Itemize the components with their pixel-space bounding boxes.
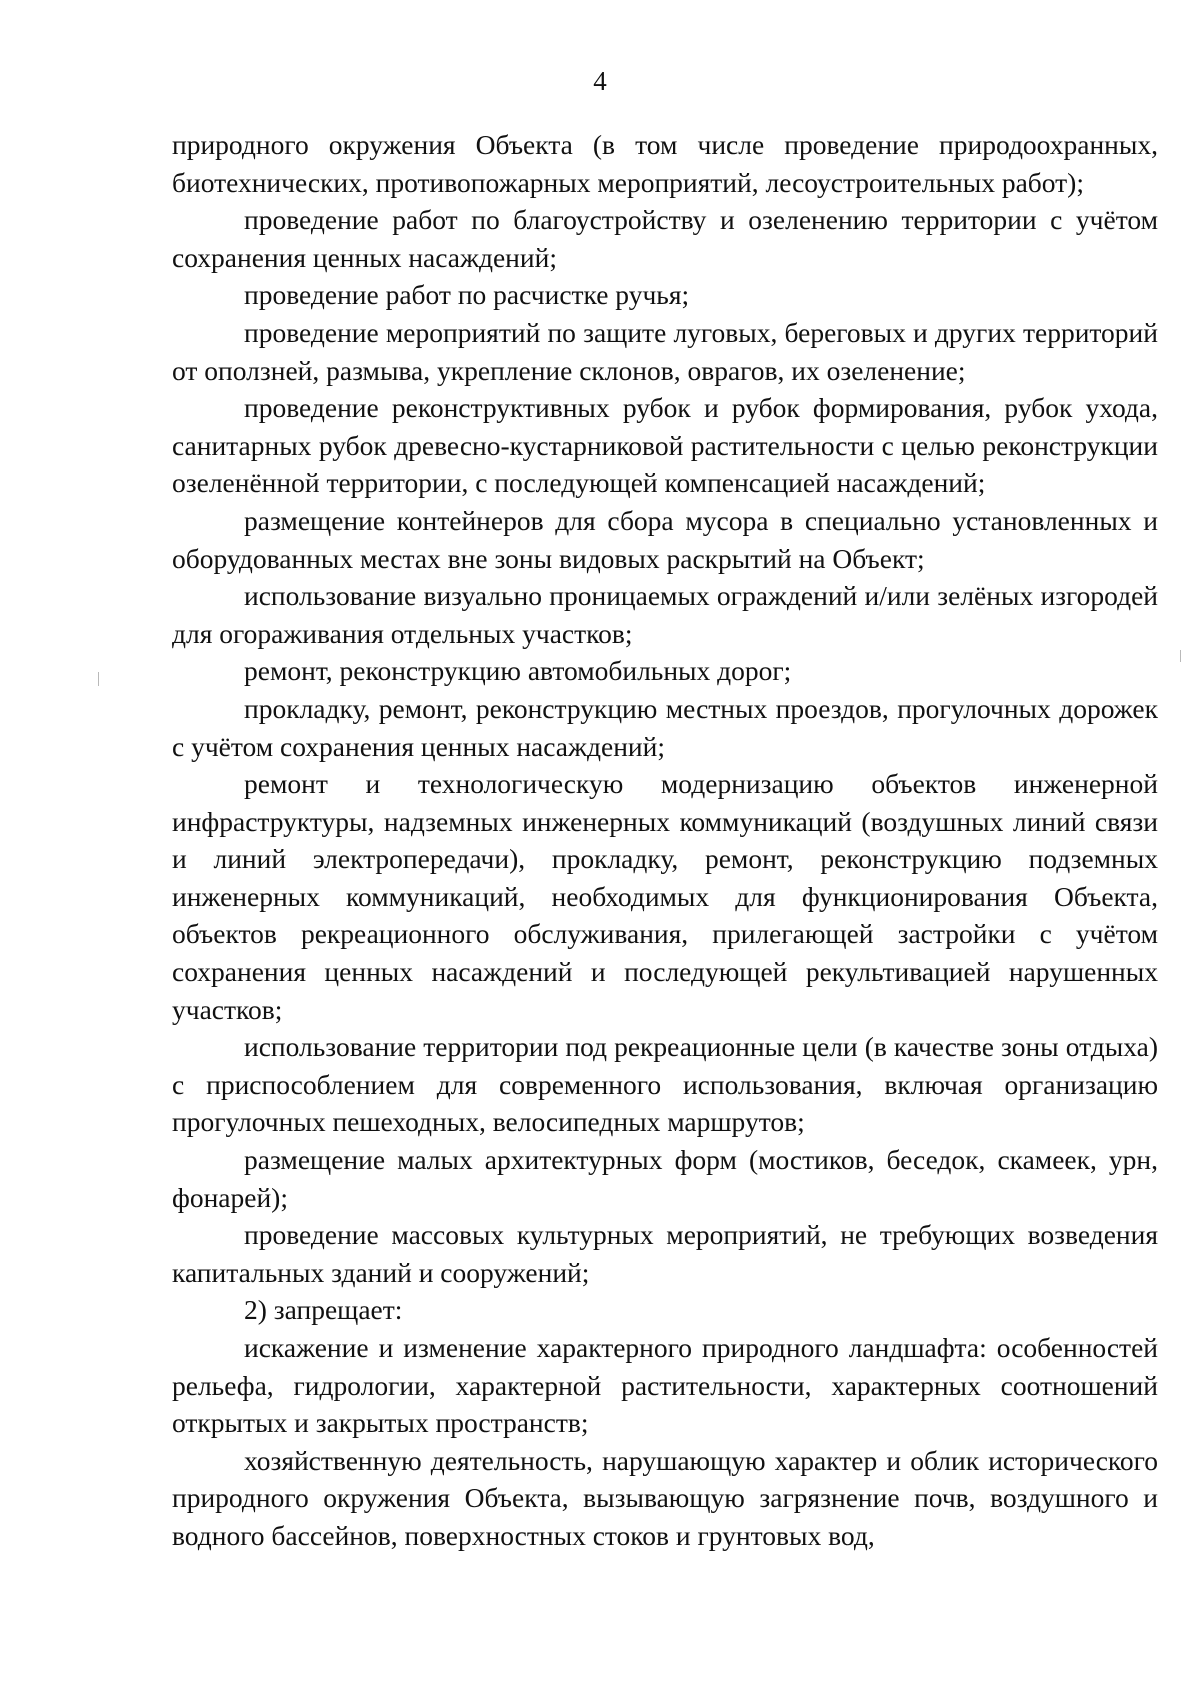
list-paragraph: искажение и изменение характерного природного ландшафта: особенностей рельефа, гидрологии, характерной растительности, характерных соотношений открытых и закрытых пространств; [172, 1332, 1158, 1439]
list-paragraph: размещение малых архитектурных форм (мостиков, беседок, скамеек, урн, фонарей); [172, 1144, 1158, 1213]
list-paragraph: использование территории под рекреационные цели (в качестве зоны отдыха) с приспособлением для современного использования, включая организацию прогулочных пешеходных, велосипедных маршрутов; [172, 1031, 1158, 1138]
list-paragraph: ремонт, реконструкцию автомобильных дорог; [244, 655, 792, 687]
list-paragraph: прокладку, ремонт, реконструкцию местных проездов, прогулочных дорожек с учётом сохранения ценных насаждений; [172, 692, 1158, 762]
list-paragraph: хозяйственную деятельность, нарушающую характер и облик исторического природного окружения Объекта, вызывающую загрязнение почв, воздушного и водного бассейнов, поверхностных стоков и грунтовых вод, [172, 1444, 1158, 1551]
list-paragraph: проведение массовых культурных мероприятий, не требующих возведения капитальных зданий и сооружений; [172, 1219, 1158, 1288]
paragraph-continuation: природного окружения Объекта (в том числе проведение природоохранных, биотехнических, противопожарных мероприятий, лесоустроительных работ); [172, 129, 1158, 198]
list-paragraph: проведение работ по расчистке ручья; [244, 279, 690, 311]
document-body [172, 126, 1158, 1555]
section-heading-prohibits: 2) запрещает: [244, 1294, 403, 1326]
scan-artifact-mark [1180, 650, 1181, 662]
list-paragraph: ремонт и технологическую модернизацию объектов инженерной инфраструктуры, надземных инженерных коммуникаций (воздушных линий связи и линий электропередачи), прокладку, ремонт, реконструкцию подземных инженерных коммуникаций, необходимых для функционирования Объекта, объектов рекреационного обслуживания, прилегающей застройки с учётом сохранения ценных насаждений и последующей рекультивацией нарушенных участков; [172, 768, 1158, 1025]
scan-artifact-mark [98, 672, 99, 686]
list-paragraph: проведение мероприятий по защите луговых, береговых и других территорий от оползней, размыва, укрепление склонов, оврагов, их озеленение; [172, 316, 1158, 386]
page-number: 4 [593, 66, 607, 96]
list-paragraph: проведение реконструктивных рубок и рубок формирования, рубок ухода, санитарных рубок древесно-кустарниковой растительности с целью реконструкции озеленённой территории, с последующей компенсацией насаждений; [172, 392, 1158, 499]
list-paragraph: размещение контейнеров для сбора мусора в специально установленных и оборудованных местах вне зоны видовых раскрытий на Объект; [172, 504, 1158, 574]
list-paragraph: использование визуально проницаемых ограждений и/или зелёных изгородей для огораживания отдельных участков; [172, 580, 1158, 649]
list-paragraph: проведение работ по благоустройству и озеленению территории с учётом сохранения ценных насаждений; [172, 204, 1158, 273]
